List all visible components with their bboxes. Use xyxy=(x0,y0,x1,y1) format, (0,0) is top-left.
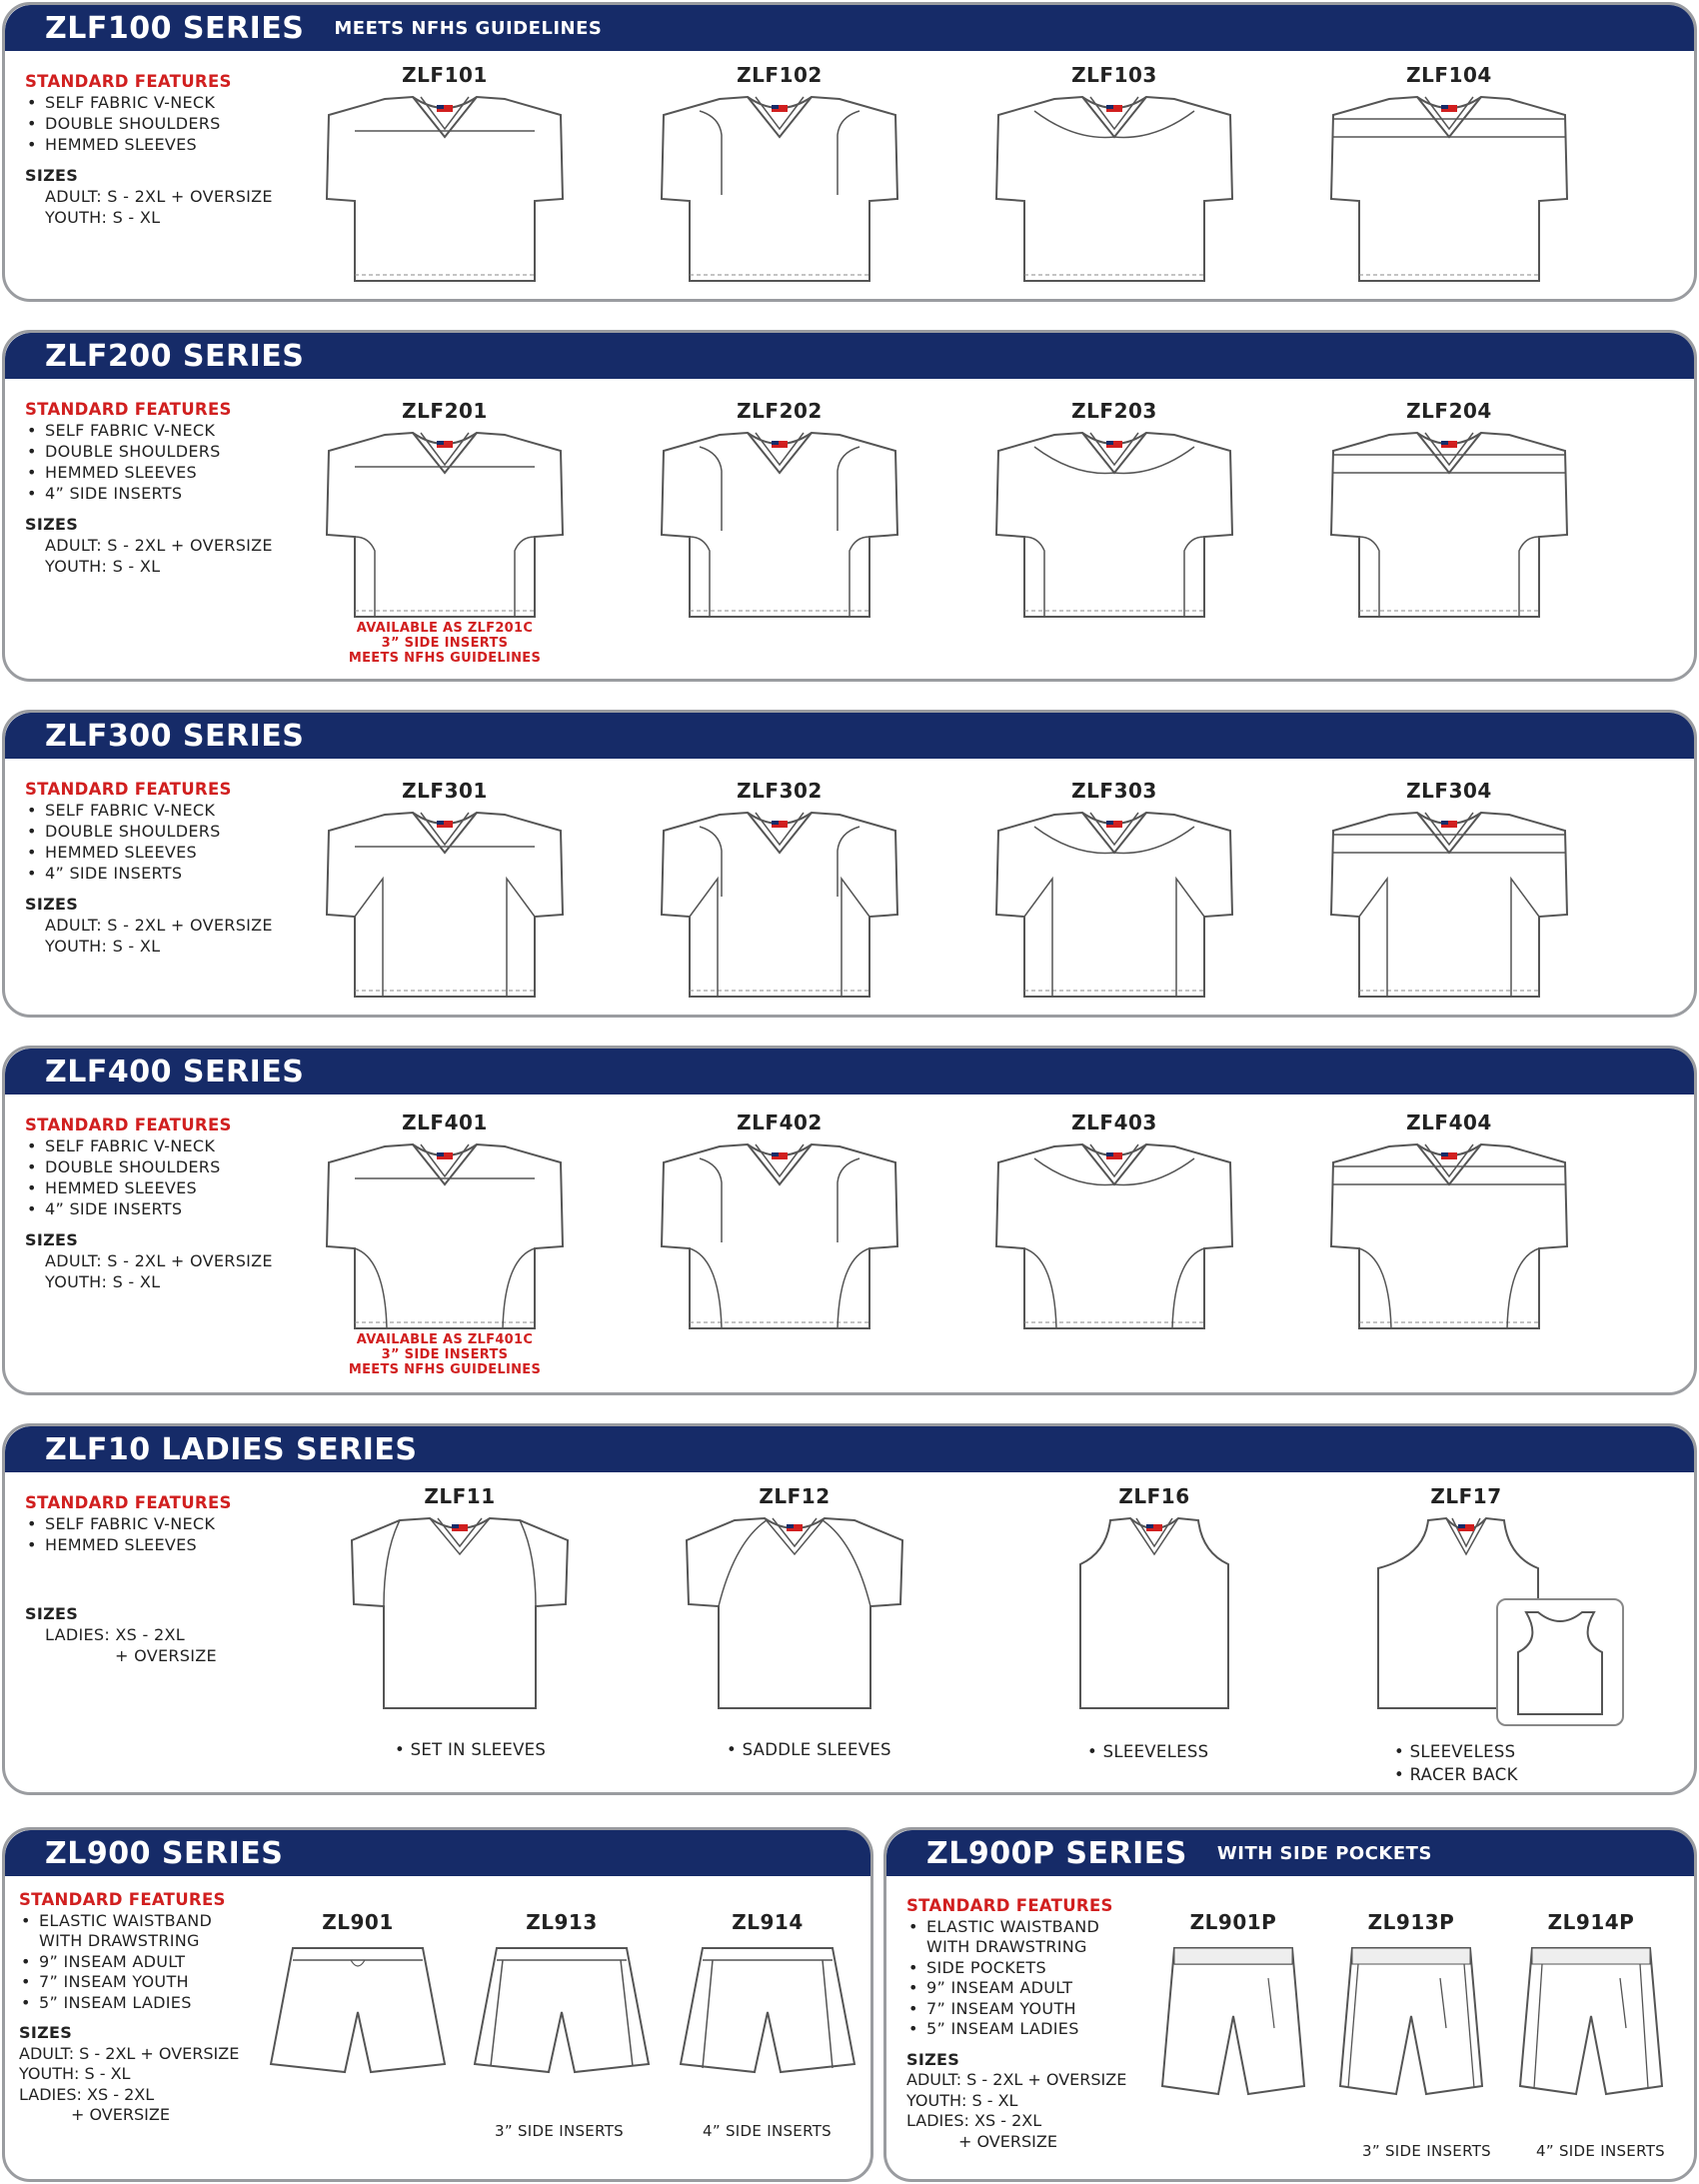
style-caption: • SET IN SLEEVES xyxy=(395,1740,547,1759)
jersey-illustration xyxy=(325,91,565,287)
size-line: YOUTH: S - XL xyxy=(45,208,161,227)
jersey-zlf304 xyxy=(1329,779,1569,1003)
feature-item: • HEMMED SLEEVES xyxy=(27,843,197,862)
sizes-label: SIZES xyxy=(906,2049,960,2069)
shorts-illustration xyxy=(1336,1938,1486,2108)
model-code: ZLF12 xyxy=(759,1484,831,1508)
jersey-illustration xyxy=(660,1138,899,1334)
feature-item: • ELASTIC WAISTBAND xyxy=(21,1910,213,1930)
ladies-zlf12 xyxy=(675,1484,914,1712)
jersey-zlf104 xyxy=(1329,63,1569,287)
series-header xyxy=(5,5,1697,51)
feature-item: • ELASTIC WAISTBAND xyxy=(908,1916,1100,1936)
racer-back-inset xyxy=(1496,1598,1624,1726)
series-title: ZLF100 SERIES xyxy=(45,10,305,46)
jersey-illustration xyxy=(1329,1138,1569,1334)
model-code: ZL913 xyxy=(526,1910,598,1934)
feature-item: • 4” SIDE INSERTS xyxy=(27,864,183,883)
jersey-illustration xyxy=(1329,427,1569,623)
shorts-zl913 xyxy=(467,1910,657,2088)
jersey-illustration xyxy=(675,1512,914,1712)
model-code: ZLF202 xyxy=(737,399,823,423)
jersey-zlf301 xyxy=(325,779,565,1003)
style-caption: • SLEEVELESS • RACER BACK xyxy=(1394,1742,1518,1784)
jersey-illustration xyxy=(325,807,565,1003)
series-panel-zlf100 xyxy=(2,2,1697,302)
jersey-zlf404 xyxy=(1329,1110,1569,1334)
standard-features-label: STANDARD FEATURES xyxy=(25,780,232,799)
shorts-illustration xyxy=(1158,1938,1308,2108)
shorts-illustration xyxy=(263,1938,453,2088)
series-info xyxy=(906,1896,1126,2152)
size-line: + OVERSIZE xyxy=(958,2131,1057,2151)
feature-item: • 9” INSEAM ADULT xyxy=(908,1978,1073,1997)
feature-item: • SELF FABRIC V-NECK xyxy=(27,93,216,112)
series-panel-zl900 xyxy=(2,1827,873,2182)
jersey-illustration xyxy=(994,91,1234,287)
size-line: + OVERSIZE xyxy=(71,2105,170,2124)
feature-item: • HEMMED SLEEVES xyxy=(27,135,197,154)
shorts-zl914 xyxy=(673,1910,862,2088)
model-code: ZL901 xyxy=(322,1910,394,1934)
sizes-label: SIZES xyxy=(25,1230,79,1249)
model-code: ZLF16 xyxy=(1118,1484,1190,1508)
size-line: ADULT: S - 2XL + OVERSIZE xyxy=(45,536,273,555)
sizes-label: SIZES xyxy=(25,895,79,914)
series-title: ZLF200 SERIES xyxy=(45,338,305,374)
feature-item: • DOUBLE SHOULDERS xyxy=(27,442,221,461)
model-code: ZL901P xyxy=(1189,1910,1277,1934)
series-info xyxy=(25,399,273,577)
size-line: YOUTH: S - XL xyxy=(906,2090,1018,2110)
jersey-illustration xyxy=(994,427,1234,623)
model-code: ZLF204 xyxy=(1406,399,1492,423)
feature-item: • SIDE POCKETS xyxy=(908,1957,1046,1977)
jersey-zlf403 xyxy=(994,1110,1234,1334)
shorts-illustration xyxy=(1516,1938,1666,2108)
shorts-zl901p xyxy=(1158,1910,1308,2108)
series-subtitle: WITH SIDE POCKETS xyxy=(1216,1842,1432,1864)
model-code: ZLF203 xyxy=(1071,399,1157,423)
series-header xyxy=(5,1830,873,1876)
model-code: ZLF101 xyxy=(402,63,488,87)
size-line: LADIES: XS - 2XL xyxy=(19,2084,155,2104)
jersey-zlf302 xyxy=(660,779,899,1003)
feature-item: • 5” INSEAM LADIES xyxy=(908,2019,1079,2038)
jersey-zlf303 xyxy=(994,779,1234,1003)
series-header xyxy=(5,333,1697,379)
series-header xyxy=(5,1049,1697,1094)
series-header xyxy=(5,713,1697,759)
jersey-illustration xyxy=(340,1512,580,1712)
feature-item: • 7” INSEAM YOUTH xyxy=(21,1972,189,1991)
model-code: ZLF17 xyxy=(1430,1484,1502,1508)
availability-note: AVAILABLE AS ZLF201C 3” SIDE INSERTS MEETS NFHS GUIDELINES xyxy=(348,621,542,666)
series-panel-zlf400 xyxy=(2,1046,1697,1395)
series-title: ZL900P SERIES xyxy=(926,1835,1187,1871)
feature-item: • 9” INSEAM ADULT xyxy=(21,1951,186,1971)
insert-caption: 3” SIDE INSERTS xyxy=(495,2122,624,2140)
series-panel-zl900p xyxy=(883,1827,1697,2182)
feature-item: • HEMMED SLEEVES xyxy=(27,1178,197,1197)
jersey-zlf201 xyxy=(325,399,565,623)
size-line: ADULT: S - 2XL + OVERSIZE xyxy=(45,916,273,935)
availability-note: AVAILABLE AS ZLF401C 3” SIDE INSERTS MEETS NFHS GUIDELINES xyxy=(348,1332,542,1377)
feature-item: • DOUBLE SHOULDERS xyxy=(27,822,221,841)
model-code: ZL914 xyxy=(732,1910,804,1934)
jersey-zlf103 xyxy=(994,63,1234,287)
model-code: ZLF401 xyxy=(402,1110,488,1134)
ladies-zlf16 xyxy=(1034,1484,1274,1712)
series-title: ZL900 SERIES xyxy=(45,1835,284,1871)
feature-item: • 4” SIDE INSERTS xyxy=(27,1199,183,1218)
shorts-illustration xyxy=(673,1938,862,2088)
jersey-illustration xyxy=(660,807,899,1003)
series-info xyxy=(25,71,273,228)
feature-item: • SELF FABRIC V-NECK xyxy=(27,421,216,440)
jersey-illustration xyxy=(1329,91,1569,287)
jersey-zlf202 xyxy=(660,399,899,623)
feature-item: • SELF FABRIC V-NECK xyxy=(27,1514,216,1533)
size-line: YOUTH: S - XL xyxy=(45,557,161,576)
model-code: ZLF302 xyxy=(737,779,823,803)
style-caption: • SLEEVELESS xyxy=(1087,1742,1209,1761)
series-info xyxy=(25,779,273,957)
feature-item: • DOUBLE SHOULDERS xyxy=(27,114,221,133)
model-code: ZLF402 xyxy=(737,1110,823,1134)
jersey-zlf401 xyxy=(325,1110,565,1334)
insert-caption: 4” SIDE INSERTS xyxy=(1536,2142,1665,2160)
series-subtitle: MEETS NFHS GUIDELINES xyxy=(334,17,603,39)
jersey-illustration xyxy=(994,1138,1234,1334)
size-line: ADULT: S - 2XL + OVERSIZE xyxy=(45,187,273,206)
model-code: ZLF303 xyxy=(1071,779,1157,803)
model-code: ZLF103 xyxy=(1071,63,1157,87)
jersey-illustration xyxy=(1034,1512,1274,1712)
feature-item: • 4” SIDE INSERTS xyxy=(27,484,183,503)
series-info xyxy=(19,1890,239,2126)
model-code: ZLF403 xyxy=(1071,1110,1157,1134)
jersey-illustration xyxy=(325,427,565,623)
model-code: ZLF102 xyxy=(737,63,823,87)
feature-item: • SELF FABRIC V-NECK xyxy=(27,1136,216,1155)
series-info xyxy=(25,1492,232,1666)
jersey-illustration xyxy=(994,807,1234,1003)
shorts-illustration xyxy=(467,1938,657,2088)
size-line: YOUTH: S - XL xyxy=(45,1272,161,1291)
series-header xyxy=(886,1830,1697,1876)
jersey-illustration xyxy=(1329,807,1569,1003)
sizes-label: SIZES xyxy=(19,2023,73,2042)
series-panel-zlf200 xyxy=(2,330,1697,682)
model-code: ZLF104 xyxy=(1406,63,1492,87)
model-code: ZLF304 xyxy=(1406,779,1492,803)
shorts-zl913p xyxy=(1336,1910,1486,2108)
size-line: + OVERSIZE xyxy=(115,1646,217,1665)
jersey-zlf102 xyxy=(660,63,899,287)
standard-features-label: STANDARD FEATURES xyxy=(25,400,232,419)
series-info xyxy=(25,1114,273,1292)
size-line: ADULT: S - 2XL + OVERSIZE xyxy=(19,2043,240,2063)
ladies-zlf11 xyxy=(340,1484,580,1712)
standard-features-label: STANDARD FEATURES xyxy=(19,1890,226,1909)
feature-item: • DOUBLE SHOULDERS xyxy=(27,1157,221,1176)
series-title: ZLF400 SERIES xyxy=(45,1054,305,1090)
model-code: ZL914P xyxy=(1547,1910,1635,1934)
model-code: ZL913P xyxy=(1367,1910,1455,1934)
feature-item: WITH DRAWSTRING xyxy=(39,1931,200,1950)
jersey-illustration xyxy=(325,1138,565,1334)
model-code: ZLF301 xyxy=(402,779,488,803)
series-panel-zlf10 xyxy=(2,1423,1697,1795)
series-panel-zlf300 xyxy=(2,710,1697,1018)
feature-item: • SELF FABRIC V-NECK xyxy=(27,801,216,820)
feature-item: WITH DRAWSTRING xyxy=(926,1937,1087,1956)
jersey-illustration xyxy=(660,91,899,287)
standard-features-label: STANDARD FEATURES xyxy=(906,1896,1113,1915)
standard-features-label: STANDARD FEATURES xyxy=(25,72,232,91)
series-title: ZLF300 SERIES xyxy=(45,718,305,754)
jersey-zlf402 xyxy=(660,1110,899,1334)
series-title: ZLF10 LADIES SERIES xyxy=(45,1431,418,1467)
size-line: ADULT: S - 2XL + OVERSIZE xyxy=(45,1251,273,1270)
feature-item: • 5” INSEAM LADIES xyxy=(21,1992,192,2012)
feature-item: • HEMMED SLEEVES xyxy=(27,463,197,482)
jersey-illustration xyxy=(660,427,899,623)
shorts-zl914p xyxy=(1516,1910,1666,2108)
jersey-zlf101 xyxy=(325,63,565,287)
model-code: ZLF201 xyxy=(402,399,488,423)
shorts-zl901 xyxy=(263,1910,453,2088)
feature-item: • 7” INSEAM YOUTH xyxy=(908,1998,1076,2018)
racer-back-illustration xyxy=(1498,1600,1622,1724)
size-line: ADULT: S - 2XL + OVERSIZE xyxy=(906,2070,1127,2089)
model-code: ZLF11 xyxy=(424,1484,496,1508)
size-line: YOUTH: S - XL xyxy=(45,937,161,956)
style-caption: • SADDLE SLEEVES xyxy=(727,1740,891,1759)
standard-features-label: STANDARD FEATURES xyxy=(25,1493,232,1512)
series-header xyxy=(5,1426,1697,1472)
jersey-zlf204 xyxy=(1329,399,1569,623)
sizes-label: SIZES xyxy=(25,515,79,534)
jersey-zlf203 xyxy=(994,399,1234,623)
size-line: LADIES: XS - 2XL xyxy=(906,2111,1042,2130)
size-line: LADIES: XS - 2XL xyxy=(45,1625,185,1644)
sizes-label: SIZES xyxy=(25,1604,79,1623)
insert-caption: 4” SIDE INSERTS xyxy=(703,2122,832,2140)
model-code: ZLF404 xyxy=(1406,1110,1492,1134)
standard-features-label: STANDARD FEATURES xyxy=(25,1115,232,1134)
size-line: YOUTH: S - XL xyxy=(19,2064,131,2083)
insert-caption: 3” SIDE INSERTS xyxy=(1362,2142,1491,2160)
feature-item: • HEMMED SLEEVES xyxy=(27,1535,197,1554)
sizes-label: SIZES xyxy=(25,166,79,185)
